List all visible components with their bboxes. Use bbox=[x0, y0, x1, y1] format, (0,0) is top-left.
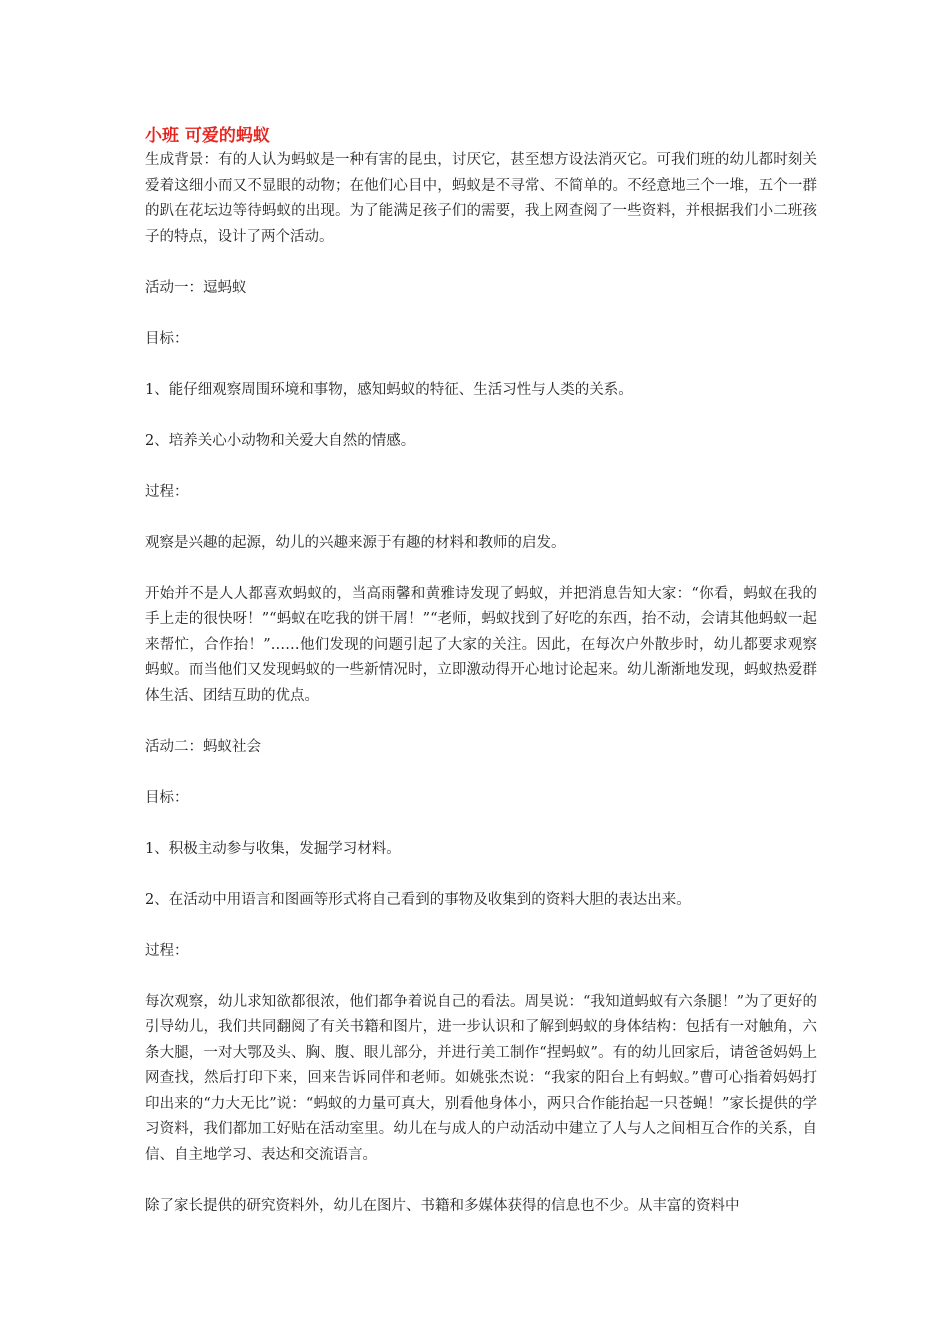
activity1-goal-2: 2、培养关心小动物和关爱大自然的情感。 bbox=[145, 432, 416, 449]
activity2-process-1: 每次观察，幼儿求知欲都很浓，他们都争着说自己的看法。周昊说：“我知道蚂蚁有六条腿！”为了更好的引导幼儿，我们共同翻阅了有关书籍和图片，进一步认识和了解到蚂蚁的身体结构：包括有一对触角，六条大腿，一对大鄂及头、胸、腹、眼儿部分，并进行美工制作“捏蚂蚁”。有的幼儿回家后，请爸爸妈妈上网查找，然后打印下来，回来告诉同伴和老师。如姚张杰说：“我家的阳台上有蚂蚁。”曹可心指着妈妈打印出来的“力大无比”说：“蚂蚁的力量可真大，别看他身体小，两只合作能抬起一只苍蝇！”家长提供的学习资料，我们都加工好贴在活动室里。幼儿在与成人的户动活动中建立了人与人之间相互合作的关系，自信、自主地学习、表达和交流语言。 bbox=[145, 993, 817, 1163]
activity1-process-2: 开始并不是人人都喜欢蚂蚁的，当高雨馨和黄雅诗发现了蚂蚁，并把消息告知大家：“你看，蚂蚁在我的手上走的很快呀！”“蚂蚁在吃我的饼干屑！”“老师，蚂蚁找到了好吃的东西，抬不动，会请其他蚂蚁一起来帮忙，合作抬！”……他们发现的问题引起了大家的关注。因此，在每次户外散步时，幼儿都要求观察蚂蚁。而当他们又发现蚂蚁的一些新情况时，立即激动得开心地讨论起来。幼儿渐渐地发现，蚂蚁热爱群体生活、团结互助的优点。 bbox=[145, 585, 817, 704]
document-page bbox=[145, 124, 817, 1219]
document-title: 小班 可爱的蚂蚁 bbox=[145, 126, 270, 146]
activity1-heading: 活动一：逗蚂蚁 bbox=[145, 279, 247, 296]
activity2-goal-label: 目标： bbox=[145, 789, 189, 806]
activity2-goal-2: 2、在活动中用语言和图画等形式将自己看到的事物及收集到的资料大胆的表达出来。 bbox=[145, 891, 691, 908]
activity2-heading: 活动二：蚂蚁社会 bbox=[145, 738, 261, 755]
activity2-process-label: 过程： bbox=[145, 942, 189, 959]
activity1-goal-1: 1、能仔细观察周围环境和事物，感知蚂蚁的特征、生活习性与人类的关系。 bbox=[145, 381, 633, 398]
activity1-goal-label: 目标： bbox=[145, 330, 189, 347]
activity2-process-2: 除了家长提供的研究资料外，幼儿在图片、书籍和多媒体获得的信息也不少。从丰富的资料中 bbox=[145, 1197, 740, 1214]
activity1-process-label: 过程： bbox=[145, 483, 189, 500]
intro-paragraph: 生成背景：有的人认为蚂蚁是一种有害的昆虫，讨厌它，甚至想方设法消灭它。可我们班的幼儿都时刻关爱着这细小而又不显眼的动物；在他们心目中，蚂蚁是不寻常、不简单的。不经意地三个一堆，五个一群的趴在花坛边等待蚂蚁的出现。为了能满足孩子们的需要，我上网查阅了一些资料，并根据我们小二班孩子的特点，设计了两个活动。 bbox=[145, 152, 817, 245]
activity1-process-1: 观察是兴趣的起源，幼儿的兴趣来源于有趣的材料和教师的启发。 bbox=[145, 534, 566, 551]
activity2-goal-1: 1、积极主动参与收集，发掘学习材料。 bbox=[145, 840, 401, 857]
